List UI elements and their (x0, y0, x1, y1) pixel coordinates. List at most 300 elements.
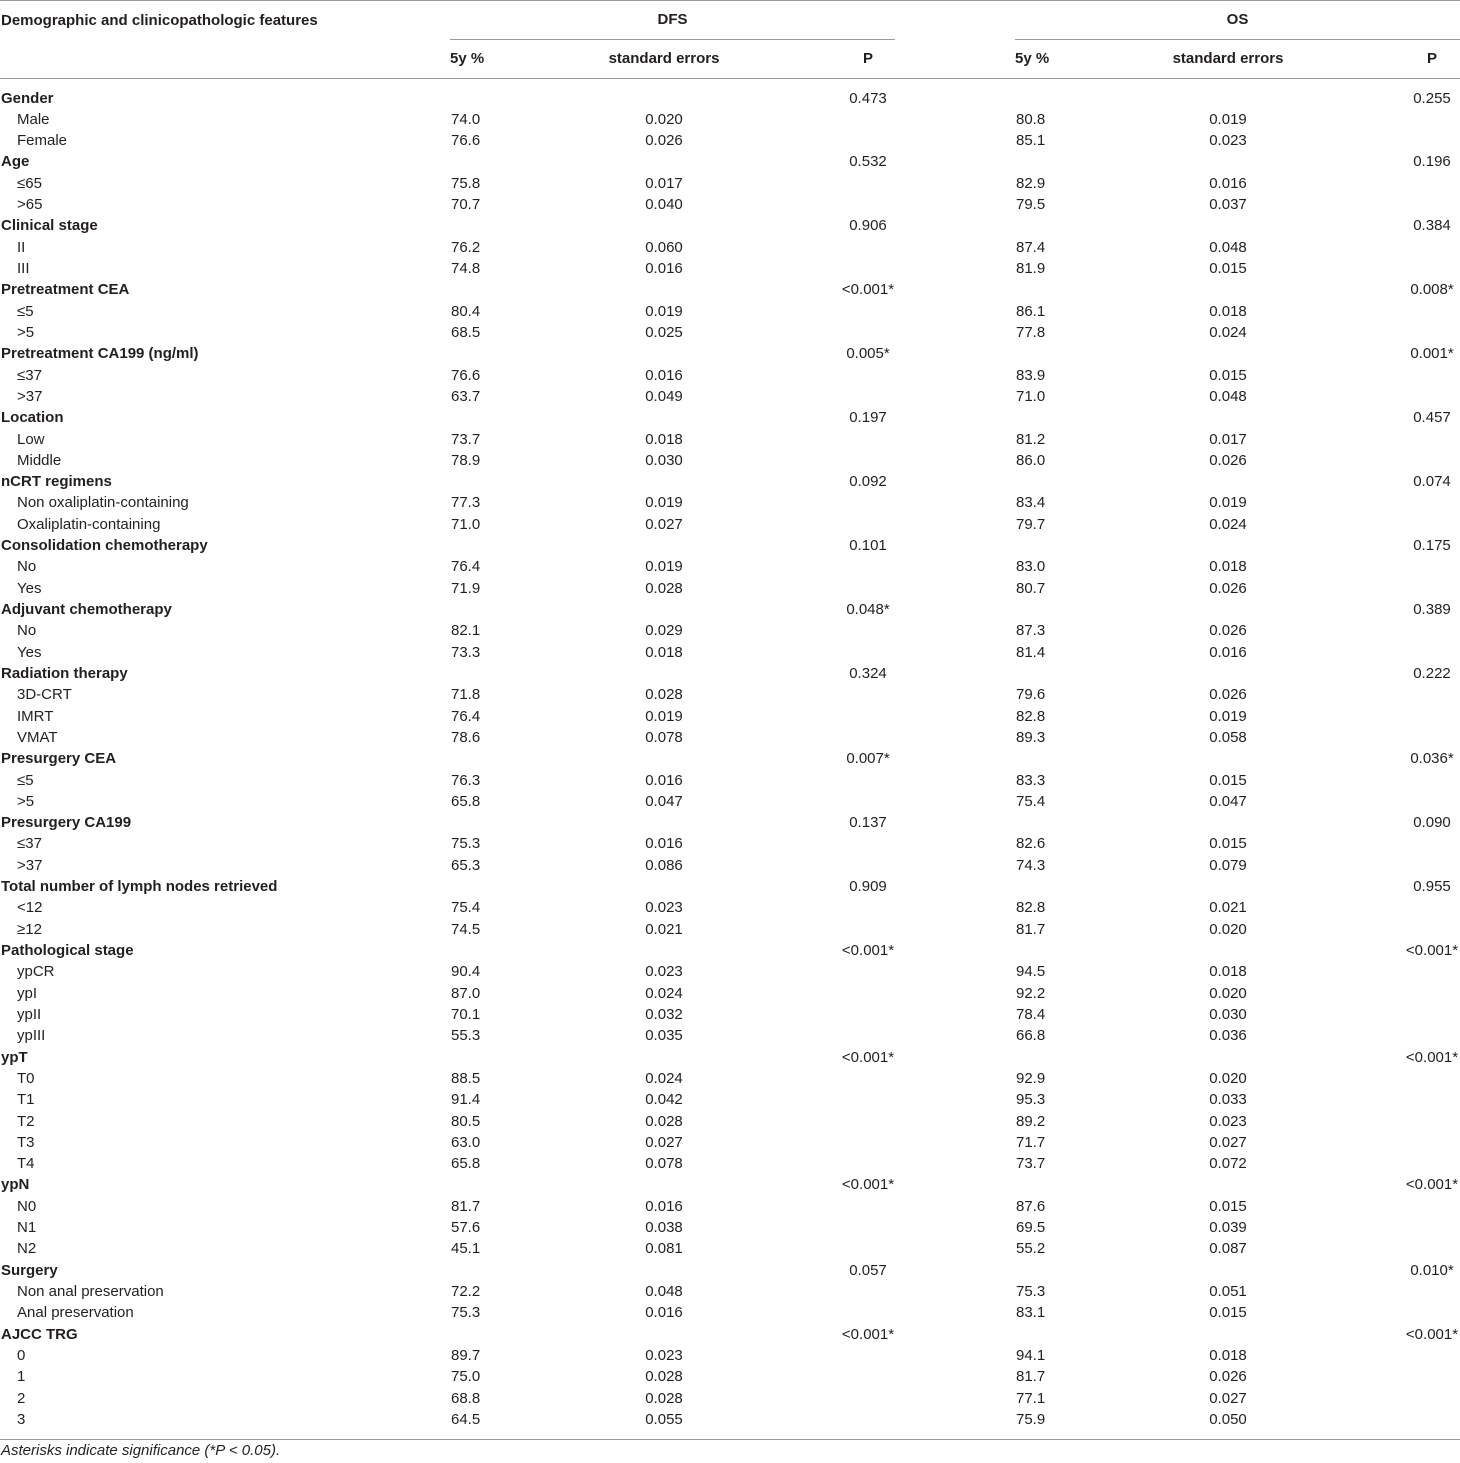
dfs-p-value (760, 706, 976, 727)
os-5y-value: 55.2 (1016, 1240, 1046, 1258)
dfs-5y-value: 88.5 (451, 1069, 481, 1087)
os-se-value (1100, 535, 1356, 556)
feature-label: Presurgery CA199 (1, 814, 132, 832)
dfs-se-value: 0.019 (645, 558, 683, 576)
os-p-value: 0.389 (1413, 601, 1451, 618)
os-p-value (1356, 1025, 1460, 1046)
dfs-5y-value: 90.4 (451, 963, 481, 981)
os-p-value: <0.001* (1405, 1325, 1459, 1343)
os-5y-value: 87.3 (1016, 622, 1046, 640)
dfs-se-value (568, 876, 760, 897)
os-group-cell (976, 1, 1460, 40)
os-se-value: 0.020 (1209, 1069, 1247, 1087)
subgroup-row (0, 322, 1460, 343)
dfs-p-value (760, 194, 976, 215)
os-se-value (1100, 812, 1356, 833)
dfs-p-value (760, 429, 976, 450)
os-se-value: 0.020 (1209, 920, 1247, 938)
os-se-value: 0.015 (1209, 1197, 1247, 1215)
dfs-p-value: <0.001* (841, 281, 895, 299)
os-p-value (1356, 620, 1460, 641)
dfs-5y-value: 76.4 (451, 558, 481, 576)
os-5y-value (976, 471, 1100, 492)
os-se-value (1100, 88, 1356, 109)
dfs-se-value (568, 1047, 760, 1068)
os-se-value: 0.030 (1209, 1005, 1247, 1023)
os-p-value (1356, 897, 1460, 918)
dfs-5y-value (448, 1047, 568, 1068)
dfs-p-value (760, 1132, 976, 1153)
subgroup-row (0, 1366, 1460, 1387)
dfs-p-value (760, 173, 976, 194)
feature-label: T0 (17, 1069, 35, 1087)
dfs-se-value: 0.032 (645, 1005, 683, 1023)
os-p-value: 0.090 (1413, 814, 1451, 832)
feature-label: Pathological stage (1, 942, 134, 959)
dfs-5y-value: 65.8 (451, 792, 481, 810)
feature-label: 3D-CRT (17, 686, 72, 704)
os-p-value (1356, 258, 1460, 279)
dfs-5y-value (448, 1324, 568, 1345)
dfs-p-value (760, 727, 976, 748)
dfs-p-value (760, 514, 976, 535)
feature-label: ypT (1, 1048, 28, 1066)
subgroup-row (0, 301, 1460, 322)
dfs-5y-value: 80.5 (451, 1112, 481, 1130)
feature-label: Radiation therapy (1, 664, 128, 682)
subgroup-row (0, 642, 1460, 663)
subgroup-row (0, 429, 1460, 450)
dfs-se-value (568, 812, 760, 833)
dfs-5y-value: 80.4 (451, 302, 481, 320)
dfs-se-value: 0.060 (645, 238, 683, 256)
dfs-5y-value: 91.4 (451, 1091, 481, 1109)
dfs-5y-value: 78.9 (451, 451, 481, 469)
os-se-value: 0.026 (1209, 451, 1247, 469)
subgroup-row (0, 961, 1460, 982)
feature-label: IMRT (17, 707, 54, 725)
dfs-p-value (760, 791, 976, 812)
dfs-5y-value (448, 343, 568, 364)
subgroup-row (0, 1345, 1460, 1366)
subgroup-row (0, 130, 1460, 151)
subgroup-row (0, 258, 1460, 279)
os-5y-value: 94.5 (1016, 963, 1046, 981)
os-p-value (1356, 1153, 1460, 1174)
os-5y-value: 83.0 (1016, 558, 1046, 576)
os-se-value: 0.015 (1209, 835, 1247, 853)
category-row (0, 343, 1460, 364)
os-group-header: OS (1015, 1, 1460, 40)
dfs-p-value (760, 897, 976, 918)
feature-label: ypCR (17, 963, 55, 981)
os-p-value (1356, 1089, 1460, 1110)
dfs-p-value: 0.048* (846, 601, 890, 618)
os-5y-value (976, 279, 1100, 300)
dfs-5y-value: 73.7 (451, 430, 481, 448)
os-se-value: 0.087 (1209, 1240, 1247, 1258)
dfs-5y-value: 76.4 (451, 707, 481, 725)
os-p-value: 0.036* (1410, 750, 1454, 768)
dfs-5y-value: 74.8 (451, 260, 481, 277)
dfs-p-value: 0.005* (846, 345, 890, 363)
os-se-value: 0.015 (1209, 366, 1247, 384)
dfs-p-value: 0.909 (849, 878, 887, 896)
feature-label: ypI (17, 984, 38, 1002)
dfs-se-value (568, 1174, 760, 1195)
category-row (0, 279, 1460, 300)
dfs-p-value (760, 1111, 976, 1132)
os-se-value: 0.023 (1209, 132, 1247, 150)
dfs-p-value (760, 1025, 976, 1046)
os-se-value (1100, 215, 1356, 236)
dfs-se-value: 0.019 (645, 302, 683, 320)
os-se-value: 0.037 (1209, 196, 1247, 214)
os-se-value: 0.027 (1209, 1133, 1247, 1151)
dfs-p-value: <0.001* (841, 1325, 895, 1343)
dfs-se-value: 0.016 (645, 1197, 683, 1215)
os-p-value (1356, 1068, 1460, 1089)
feature-label: Clinical stage (1, 217, 98, 235)
os-5y-header: 5y % (1015, 50, 1050, 67)
feature-label: Pretreatment CA199 (ng/ml) (1, 345, 199, 363)
feature-label: Yes (17, 643, 42, 661)
feature-label: N1 (17, 1219, 37, 1237)
feature-label: Middle (17, 451, 62, 469)
os-p-value: <0.001* (1405, 1176, 1459, 1194)
os-p-value (1356, 173, 1460, 194)
os-se-value: 0.036 (1209, 1027, 1247, 1045)
os-5y-value: 82.8 (1016, 899, 1046, 917)
os-se-value: 0.018 (1209, 1346, 1247, 1364)
dfs-se-value: 0.016 (645, 366, 683, 384)
feature-label: 0 (17, 1346, 26, 1364)
subgroup-row (0, 365, 1460, 386)
os-5y-value (976, 599, 1100, 620)
os-se-value (1100, 151, 1356, 172)
dfs-5y-value: 45.1 (451, 1240, 481, 1258)
dfs-p-value: 0.473 (849, 89, 887, 107)
dfs-se-value: 0.086 (645, 856, 683, 874)
os-se-value: 0.024 (1209, 323, 1247, 341)
category-row (0, 812, 1460, 833)
dfs-se-value (568, 1260, 760, 1281)
dfs-se-value: 0.028 (645, 1112, 683, 1130)
dfs-p-value (760, 1196, 976, 1217)
table-top-spacing (0, 79, 1460, 88)
os-p-value (1356, 1132, 1460, 1153)
os-5y-value: 83.3 (1016, 771, 1046, 789)
os-se-value: 0.021 (1209, 899, 1247, 917)
dfs-5y-value: 57.6 (451, 1219, 481, 1237)
dfs-se-value: 0.028 (645, 1368, 683, 1386)
category-row (0, 1174, 1460, 1195)
dfs-5y-value: 75.0 (451, 1368, 481, 1386)
feature-label: ypN (1, 1176, 30, 1194)
os-5y-value: 79.7 (1016, 515, 1046, 533)
os-se-value (1100, 407, 1356, 428)
os-5y-value: 83.1 (1016, 1304, 1046, 1322)
os-se-value: 0.019 (1209, 110, 1247, 128)
dfs-se-value: 0.055 (645, 1410, 683, 1428)
dfs-p-value: <0.001* (841, 1048, 895, 1066)
os-p-value (1356, 961, 1460, 982)
os-p-value (1356, 109, 1460, 130)
dfs-p-value (760, 855, 976, 876)
os-5y-value: 86.1 (1016, 302, 1046, 320)
os-5y-value: 81.7 (1016, 1368, 1046, 1386)
os-5y-value: 94.1 (1016, 1346, 1046, 1364)
os-5y-value: 77.8 (1016, 323, 1046, 341)
dfs-se-value (568, 407, 760, 428)
dfs-se-value (568, 748, 760, 769)
os-5y-value: 89.2 (1016, 1112, 1046, 1130)
dfs-se-value: 0.028 (645, 1389, 683, 1407)
os-p-value (1356, 791, 1460, 812)
subgroup-row (0, 684, 1460, 705)
dfs-5y-value (448, 748, 568, 769)
feature-label: Presurgery CEA (1, 750, 117, 768)
os-p-value (1356, 492, 1460, 513)
dfs-p-value (760, 450, 976, 471)
subgroup-row (0, 492, 1460, 513)
feature-label: >5 (17, 792, 35, 810)
os-se-value (1100, 1174, 1356, 1195)
os-5y-value: 73.7 (1016, 1155, 1046, 1173)
dfs-5y-value: 63.7 (451, 387, 481, 405)
os-se-value (1100, 940, 1356, 961)
dfs-5y-value (448, 151, 568, 172)
subgroup-row (0, 770, 1460, 791)
os-se-value (1100, 1260, 1356, 1281)
os-p-value: 0.255 (1413, 89, 1451, 107)
category-row (0, 215, 1460, 236)
subgroup-row (0, 109, 1460, 130)
os-se-header: standard errors (1172, 50, 1284, 67)
os-se-value (1100, 599, 1356, 620)
category-row (0, 599, 1460, 620)
os-5y-value (976, 88, 1100, 109)
dfs-5y-value: 76.6 (451, 366, 481, 384)
dfs-5y-value (448, 1174, 568, 1195)
feature-label: Non oxaliplatin-containing (17, 494, 189, 512)
os-se-value: 0.016 (1209, 174, 1247, 192)
os-se-value: 0.018 (1209, 963, 1247, 981)
feature-label: Low (17, 430, 45, 448)
subgroup-row (0, 1132, 1460, 1153)
dfs-5y-value: 75.3 (451, 835, 481, 853)
os-p-value (1356, 642, 1460, 663)
dfs-5y-value: 63.0 (451, 1133, 481, 1151)
subgroup-row (0, 450, 1460, 471)
subgroup-row (0, 1111, 1460, 1132)
dfs-5y-value: 75.8 (451, 174, 481, 192)
category-row (0, 663, 1460, 684)
dfs-5y-value: 77.3 (451, 494, 481, 512)
os-p-value: 0.384 (1413, 217, 1451, 235)
os-5y-value (976, 535, 1100, 556)
os-p-value (1356, 1302, 1460, 1323)
subgroup-row (0, 727, 1460, 748)
feature-label: VMAT (17, 728, 58, 746)
dfs-p-value: 0.057 (849, 1261, 887, 1279)
dfs-5y-value: 71.9 (451, 579, 481, 597)
os-p-value (1356, 1345, 1460, 1366)
category-row (0, 407, 1460, 428)
subgroup-row (0, 791, 1460, 812)
dfs-p-value (760, 961, 976, 982)
dfs-5y-value (448, 1260, 568, 1281)
dfs-p-value (760, 258, 976, 279)
dfs-se-value: 0.040 (645, 196, 683, 214)
dfs-5y-value: 74.0 (451, 110, 481, 128)
feature-label: AJCC TRG (1, 1325, 78, 1343)
dfs-5y-value: 78.6 (451, 728, 481, 746)
subgroup-row (0, 620, 1460, 641)
feature-label: No (17, 558, 37, 576)
subgroup-row (0, 556, 1460, 577)
dfs-se-value: 0.016 (645, 260, 683, 277)
feature-label: Age (1, 153, 30, 171)
category-row (0, 1324, 1460, 1345)
dfs-group-header: DFS (450, 1, 895, 40)
dfs-p-value (760, 1388, 976, 1409)
os-se-value: 0.024 (1209, 515, 1247, 533)
os-5y-value (976, 343, 1100, 364)
os-p-value (1356, 578, 1460, 599)
os-p-value: 0.457 (1413, 409, 1451, 427)
subgroup-row (0, 1089, 1460, 1110)
dfs-se-value (568, 535, 760, 556)
table-header-row (0, 1, 1460, 40)
os-se-value: 0.026 (1209, 579, 1247, 597)
feature-label: <12 (17, 899, 43, 917)
feature-label: Non anal preservation (17, 1283, 164, 1300)
dfs-5y-value: 87.0 (451, 984, 481, 1002)
dfs-p-value (760, 684, 976, 705)
dfs-p-value: 0.092 (849, 473, 887, 491)
subgroup-row (0, 1238, 1460, 1259)
feature-label: >5 (17, 323, 35, 341)
os-se-value: 0.015 (1209, 260, 1247, 277)
os-p-value (1356, 194, 1460, 215)
os-p-value (1356, 514, 1460, 535)
subgroup-row (0, 855, 1460, 876)
os-se-value: 0.027 (1209, 1389, 1247, 1407)
os-5y-value: 71.7 (1016, 1133, 1046, 1151)
dfs-se-value: 0.035 (645, 1027, 683, 1045)
dfs-se-value: 0.018 (645, 430, 683, 448)
os-p-value: 0.010* (1410, 1261, 1454, 1279)
os-se-value: 0.019 (1209, 707, 1247, 725)
dfs-p-value (760, 578, 976, 599)
os-p-header: P (1426, 50, 1437, 67)
os-5y-value (976, 1174, 1100, 1195)
os-p-value (1356, 556, 1460, 577)
table-bottom-spacing (0, 1430, 1460, 1439)
subgroup-row (0, 1153, 1460, 1174)
dfs-5y-value: 70.1 (451, 1005, 481, 1023)
os-5y-value: 75.9 (1016, 1410, 1046, 1428)
feature-subheader-empty (0, 40, 448, 78)
dfs-5y-value: 71.8 (451, 686, 481, 704)
feature-label: nCRT regimens (1, 473, 112, 491)
os-5y-value: 75.4 (1016, 792, 1046, 810)
dfs-se-value: 0.029 (645, 622, 683, 640)
subgroup-row (0, 173, 1460, 194)
os-se-value: 0.050 (1209, 1410, 1247, 1428)
dfs-p-value (760, 770, 976, 791)
dfs-se-value: 0.020 (645, 110, 683, 128)
os-5y-value: 81.4 (1016, 643, 1046, 661)
dfs-5y-value: 74.5 (451, 920, 481, 938)
os-p-value: 0.175 (1413, 537, 1451, 555)
dfs-5y-value (448, 88, 568, 109)
os-5y-value: 82.6 (1016, 835, 1046, 853)
os-se-value: 0.079 (1209, 856, 1247, 874)
dfs-se-value: 0.018 (645, 643, 683, 661)
dfs-5y-value: 65.3 (451, 856, 481, 874)
table-subheader-row (0, 40, 1460, 78)
category-row (0, 1047, 1460, 1068)
subgroup-row (0, 897, 1460, 918)
os-5y-value: 77.1 (1016, 1389, 1046, 1407)
os-5y-value (976, 407, 1100, 428)
feature-label: Surgery (1, 1261, 58, 1279)
feature-label: Yes (17, 579, 42, 597)
dfs-se-value (568, 88, 760, 109)
dfs-p-value (760, 1068, 976, 1089)
table-footnote: Asterisks indicate significance (*P < 0.05). (1, 1441, 281, 1459)
os-se-value (1100, 279, 1356, 300)
category-row (0, 471, 1460, 492)
os-p-value: <0.001* (1405, 1048, 1459, 1066)
os-5y-value (976, 940, 1100, 961)
dfs-p-value (760, 1004, 976, 1025)
os-p-value (1356, 429, 1460, 450)
dfs-se-value: 0.027 (645, 1133, 683, 1151)
dfs-p-value (760, 1409, 976, 1430)
dfs-se-value (568, 151, 760, 172)
dfs-5y-value (448, 535, 568, 556)
os-se-value: 0.047 (1209, 792, 1247, 810)
os-se-value: 0.048 (1209, 387, 1247, 405)
feature-label: ≤5 (17, 302, 34, 320)
category-row (0, 940, 1460, 961)
dfs-p-value (760, 237, 976, 258)
dfs-5y-value (448, 279, 568, 300)
feature-label: ypIII (17, 1027, 46, 1045)
dfs-p-value (760, 1089, 976, 1110)
feature-label: ≤37 (17, 835, 42, 853)
os-p-value: 0.001* (1410, 345, 1454, 363)
dfs-se-value: 0.024 (645, 1069, 683, 1087)
os-se-value (1100, 343, 1356, 364)
os-p-value (1356, 684, 1460, 705)
os-se-value: 0.026 (1209, 686, 1247, 704)
dfs-se-value: 0.042 (645, 1091, 683, 1109)
os-5y-value: 86.0 (1016, 451, 1046, 469)
dfs-5y-value: 64.5 (451, 1410, 481, 1428)
subgroup-row (0, 237, 1460, 258)
dfs-p-value (760, 386, 976, 407)
dfs-5y-value: 65.8 (451, 1155, 481, 1173)
os-se-value (1100, 1047, 1356, 1068)
os-5y-value (976, 812, 1100, 833)
feature-label: No (17, 622, 37, 640)
os-p-value: 0.955 (1413, 878, 1451, 896)
os-p-value (1356, 770, 1460, 791)
